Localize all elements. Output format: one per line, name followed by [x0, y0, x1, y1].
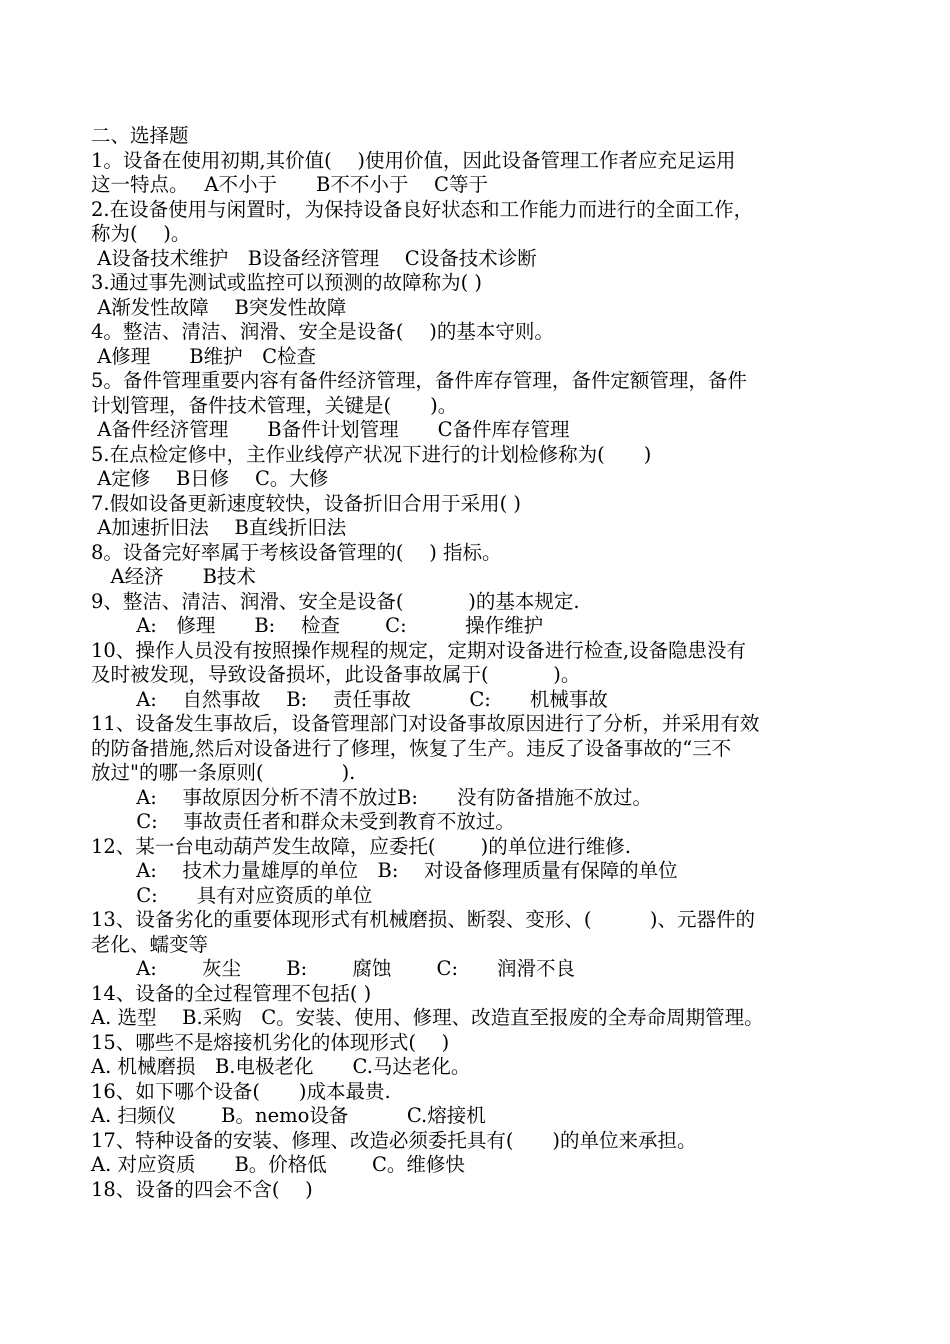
question-12-options-cont: C: 具有对应资质的单位 — [91, 883, 373, 907]
question-12-options: A: 技术力量雄厚的单位 B: 对设备修理质量有保障的单位 — [91, 859, 678, 882]
question-8-text: 8。设备完好率属于考核设备管理的( ) 指标。 — [91, 540, 502, 564]
question-7-text: 7.假如设备更新速度较快，设备折旧合用于采用( ) — [91, 491, 522, 515]
question-3-options: A渐发性故障 B突发性故障 — [91, 295, 347, 319]
question-11-options-cont: C: 事故责任者和群众未受到教育不放过。 — [91, 810, 515, 833]
question-13-text: 13、设备劣化的重要体现形式有机械磨损、断裂、变形、( )、元器件的 — [91, 908, 756, 931]
question-15-options: A. 机械磨损 B.电极老化 C.马达老化。 — [91, 1055, 471, 1078]
question-10-options: A: 自然事故 B: 责任事故 C: 机械事故 — [91, 687, 608, 711]
question-3-text: 3.通过事先测试或监控可以预测的故障称为( ) — [91, 271, 483, 294]
question-5-text: 5。备件管理重要内容有备件经济管理，备件库存管理，备件定额管理，备件 — [91, 369, 747, 392]
question-11-text-cont: 放过"的哪一条原则( ). — [91, 761, 356, 784]
question-15-text: 15、哪些不是熔接机劣化的体现形式( ) — [91, 1030, 450, 1054]
question-17-options: A. 对应资质 B。价格低 C。维修快 — [91, 1153, 465, 1176]
question-5-text-cont: 计划管理，备件技术管理，关键是( )。 — [91, 393, 458, 417]
question-13-text-cont: 老化、蠕变等 — [91, 932, 209, 956]
question-12-text: 12、某一台电动葫芦发生故障，应委托( )的单位进行维修. — [91, 834, 631, 858]
question-1-text: 1。设备在使用初期,其价值( )使用价值，因此设备管理工作者应充足运用 — [91, 148, 736, 172]
question-2-text-cont: 称为( )。 — [91, 222, 191, 245]
question-5-options: A备件经济管理 B备件计划管理 C备件库存管理 — [91, 418, 570, 441]
question-11-text-cont: 的防备措施,然后对设备进行了修理，恢复了生产。违反了设备事故的“三不 — [91, 736, 732, 760]
question-1-options: 这一特点。 A不小于 B不不小于 C等于 — [91, 173, 488, 196]
question-6-text: 5.在点检定修中，主作业线停产状况下进行的计划检修称为( ) — [91, 442, 652, 466]
document-body — [91, 124, 871, 1202]
question-2-options: A设备技术维护 B设备经济管理 C设备技术诊断 — [91, 246, 537, 270]
question-11-text: 11、设备发生事故后，设备管理部门对设备事故原因进行了分析，并采用有效 — [91, 712, 760, 735]
question-9-options: A: 修理 B: 检查 C: 操作维护 — [91, 614, 544, 637]
question-11-options: A: 事故原因分析不清不放过B: 没有防备措施不放过。 — [91, 785, 652, 809]
question-13-options: A: 灰尘 B: 腐蚀 C: 润滑不良 — [91, 957, 576, 980]
question-9-text: 9、整洁、清洁、润滑、安全是设备( )的基本规定. — [91, 589, 580, 613]
question-8-options: A经济 B技术 — [91, 565, 256, 588]
question-10-text: 10、操作人员没有按照操作规程的规定，定期对设备进行检查,设备隐患没有 — [91, 638, 747, 662]
question-6-options: A定修 B日修 C。大修 — [91, 467, 329, 490]
question-16-text: 16、如下哪个设备( )成本最贵. — [91, 1079, 391, 1103]
question-16-options: A. 扫频仪 B。nemo设备 C.熔接机 — [91, 1104, 486, 1127]
question-4-options: A修理 B维护 C检查 — [91, 344, 317, 368]
question-2-text: 2.在设备使用与闲置时，为保持设备良好状态和工作能力而进行的全面工作， — [91, 197, 754, 221]
question-17-text: 17、特种设备的安装、修理、改造必须委托具有( )的单位来承担。 — [91, 1128, 697, 1152]
question-14-text: 14、设备的全过程管理不包括( ) — [91, 981, 372, 1005]
question-10-text-cont: 及时被发现，导致设备损坏，此设备事故属于( )。 — [91, 663, 581, 686]
section-heading: 二、选择题 — [91, 124, 189, 147]
question-7-options: A加速折旧法 B直线折旧法 — [91, 516, 347, 539]
question-4-text: 4。整洁、清洁、润滑、安全是设备( )的基本守则。 — [91, 320, 554, 343]
question-14-options: A. 选型 B.采购 C。安装、使用、修理、改造直至报废的全寿命周期管理。 — [91, 1006, 764, 1029]
question-18-text: 18、设备的四会不含( ) — [91, 1177, 313, 1201]
